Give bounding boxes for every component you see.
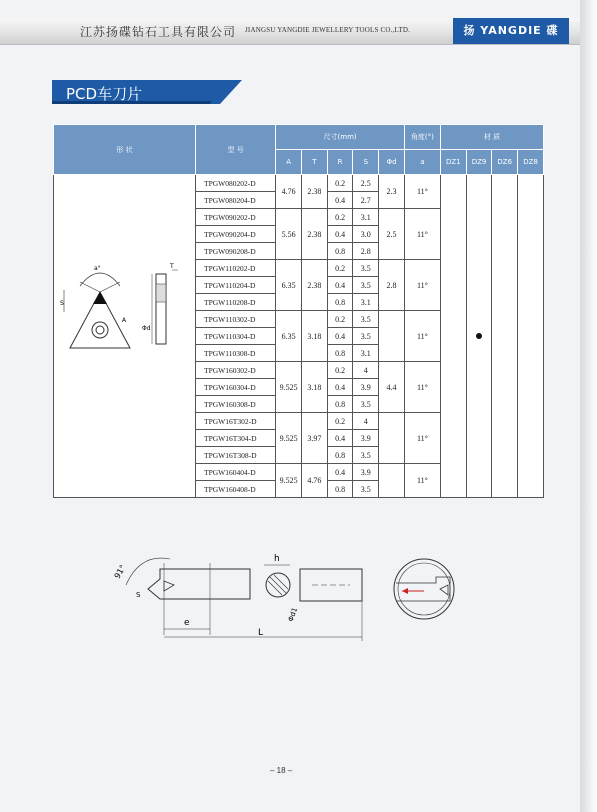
dim-s-cell: 2.7 (353, 192, 379, 209)
dim-s-cell: 3.5 (353, 396, 379, 413)
label-insert-t: T (170, 263, 174, 270)
model-cell: TPGW160304-D (196, 379, 276, 396)
model-cell: TPGW160302-D (196, 362, 276, 379)
angle-cell: 11° (404, 260, 440, 311)
dim-d-cell: 2.5 (379, 209, 405, 260)
dim-d-cell: 2.8 (379, 260, 405, 311)
dim-s-cell: 3.1 (353, 294, 379, 311)
angle-cell: 11° (404, 209, 440, 260)
label-insert-angle: a° (94, 265, 101, 272)
label-insert-a: A (122, 317, 127, 324)
dim-r-cell: 0.4 (327, 430, 353, 447)
tool-holder-diagram (100, 545, 480, 645)
header-dz9: DZ9 (466, 150, 492, 175)
model-cell: TPGW110304-D (196, 328, 276, 345)
label-insert-s: S (60, 300, 64, 307)
header-angle: 角度(°) (404, 125, 440, 150)
dim-d-cell: 4.4 (379, 362, 405, 413)
label-d1: Φd1 (286, 606, 300, 623)
model-cell: TPGW110202-D (196, 260, 276, 277)
dim-s-cell: 4 (353, 362, 379, 379)
label-holder-s: S (136, 591, 141, 599)
model-cell: TPGW110302-D (196, 311, 276, 328)
company-name-en: JIANGSU YANGDIE JEWELLERY TOOLS CO.,LTD. (245, 26, 411, 34)
dim-d-cell: 2.3 (379, 175, 405, 209)
page-header (0, 18, 580, 45)
dim-d-cell (379, 464, 405, 498)
dim-s-cell: 3.9 (353, 379, 379, 396)
material-dz8-cell (518, 175, 544, 498)
dim-d-cell (379, 311, 405, 362)
header-size: 尺寸(mm) (276, 125, 405, 150)
dim-t-cell: 4.76 (302, 464, 328, 498)
dim-r-cell: 0.2 (327, 175, 353, 192)
model-cell: TPGW110308-D (196, 345, 276, 362)
brand-logo: 扬 YANGDIE 碟 (453, 18, 569, 44)
dim-s-cell: 3.5 (353, 328, 379, 345)
dim-t-cell: 2.38 (302, 175, 328, 209)
model-cell: TPGW160408-D (196, 481, 276, 498)
header-model: 型 号 (196, 125, 276, 175)
dim-r-cell: 0.8 (327, 294, 353, 311)
material-dz9-cell (466, 175, 492, 498)
model-cell: TPGW090202-D (196, 209, 276, 226)
dim-t-cell: 3.18 (302, 362, 328, 413)
model-cell: TPGW160404-D (196, 464, 276, 481)
header-d: Φd (379, 150, 405, 175)
dim-t-cell: 3.97 (302, 413, 328, 464)
label-l: L (258, 628, 264, 638)
dim-r-cell: 0.2 (327, 413, 353, 430)
header-s: S (353, 150, 379, 175)
dim-a-cell: 6.35 (276, 260, 302, 311)
dim-s-cell: 3.5 (353, 311, 379, 328)
insert-shape-diagram (56, 250, 188, 360)
dim-r-cell: 0.4 (327, 226, 353, 243)
angle-cell: 11° (404, 311, 440, 362)
model-cell: TPGW090208-D (196, 243, 276, 260)
dim-r-cell: 0.4 (327, 192, 353, 209)
page-number: – 18 – (270, 766, 293, 775)
dim-a-cell: 5.56 (276, 209, 302, 260)
dim-s-cell: 3.9 (353, 430, 379, 447)
dim-r-cell: 0.2 (327, 209, 353, 226)
angle-cell: 11° (404, 413, 440, 464)
dim-s-cell: 4 (353, 413, 379, 430)
dim-r-cell: 0.8 (327, 481, 353, 498)
company-name-cn: 江苏扬碟钻石工具有限公司 (80, 25, 237, 39)
dim-r-cell: 0.4 (327, 379, 353, 396)
table-row (54, 175, 544, 192)
header-dz1: DZ1 (440, 150, 466, 175)
dim-s-cell: 2.5 (353, 175, 379, 192)
label-holder-angle: 91° (112, 563, 128, 581)
section-heading (52, 80, 242, 104)
model-cell: TPGW160308-D (196, 396, 276, 413)
dim-r-cell: 0.4 (327, 464, 353, 481)
model-cell: TPGW080202-D (196, 175, 276, 192)
dim-s-cell: 3.9 (353, 464, 379, 481)
dim-r-cell: 0.4 (327, 277, 353, 294)
header-shape: 形 状 (54, 125, 196, 175)
page-edge (580, 0, 597, 812)
label-insert-d: Φd (142, 325, 151, 332)
dim-r-cell: 0.4 (327, 328, 353, 345)
model-cell: TPGW110208-D (196, 294, 276, 311)
material-dz6-cell (492, 175, 518, 498)
dim-r-cell: 0.8 (327, 243, 353, 260)
angle-cell: 11° (404, 362, 440, 413)
dim-r-cell: 0.8 (327, 345, 353, 362)
header-t: T (302, 150, 328, 175)
header-a: A (276, 150, 302, 175)
dim-s-cell: 3.0 (353, 226, 379, 243)
header-dz6: DZ6 (492, 150, 518, 175)
dim-s-cell: 3.1 (353, 209, 379, 226)
dim-t-cell: 2.38 (302, 260, 328, 311)
dim-d-cell (379, 413, 405, 464)
model-cell: TPGW16T304-D (196, 430, 276, 447)
dim-t-cell: 3.18 (302, 311, 328, 362)
dim-r-cell: 0.2 (327, 260, 353, 277)
dim-s-cell: 2.8 (353, 243, 379, 260)
section-title: PCD车刀片 (66, 85, 143, 103)
label-h: h (274, 554, 280, 564)
angle-cell: 11° (404, 175, 440, 209)
dim-a-cell: 9.525 (276, 413, 302, 464)
dim-s-cell: 3.5 (353, 277, 379, 294)
label-e: e (184, 618, 190, 628)
model-cell: TPGW080204-D (196, 192, 276, 209)
material-mark (476, 333, 482, 339)
dim-a-cell: 9.525 (276, 362, 302, 413)
header-material: 材 质 (440, 125, 543, 150)
dim-r-cell: 0.2 (327, 362, 353, 379)
dim-s-cell: 3.5 (353, 260, 379, 277)
dim-a-cell: 9.525 (276, 464, 302, 498)
dim-r-cell: 0.2 (327, 311, 353, 328)
dim-t-cell: 2.38 (302, 209, 328, 260)
material-dz1-cell (440, 175, 466, 498)
dim-s-cell: 3.5 (353, 447, 379, 464)
model-cell: TPGW16T302-D (196, 413, 276, 430)
model-cell: TPGW110204-D (196, 277, 276, 294)
model-cell: TPGW16T308-D (196, 447, 276, 464)
header-angle-a: a (404, 150, 440, 175)
dim-s-cell: 3.1 (353, 345, 379, 362)
model-cell: TPGW090204-D (196, 226, 276, 243)
angle-cell: 11° (404, 464, 440, 498)
dim-a-cell: 4.76 (276, 175, 302, 209)
header-r: R (327, 150, 353, 175)
header-dz8: DZ8 (518, 150, 544, 175)
dim-a-cell: 6.35 (276, 311, 302, 362)
dim-r-cell: 0.8 (327, 447, 353, 464)
dim-r-cell: 0.8 (327, 396, 353, 413)
dim-s-cell: 3.5 (353, 481, 379, 498)
